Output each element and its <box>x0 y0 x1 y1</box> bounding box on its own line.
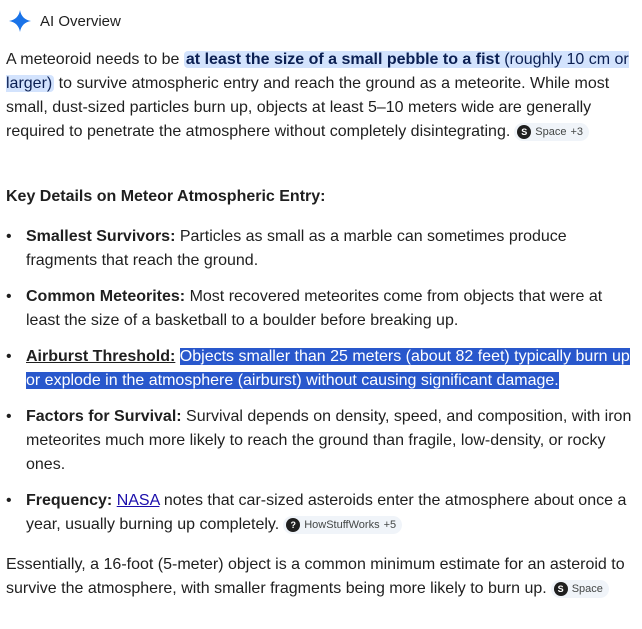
source-chip-space[interactable] <box>514 123 589 141</box>
source-chip-label: Space <box>535 126 567 138</box>
intro-highlight-rest: (roughly 10 cm or larger) <box>6 51 629 92</box>
conclusion-text: Essentially, a 16-foot (5-meter) object is a common minimum estimate for an asteroid to survive the atmosphere, with smaller fragments being more likely to burn up. <box>6 556 625 597</box>
ai-overview-title: AI Overview <box>40 12 121 30</box>
bullet-icon: • <box>6 228 12 245</box>
intro-paragraph <box>6 48 634 144</box>
list-item <box>6 489 634 537</box>
item-term: Smallest Survivors: <box>26 228 176 245</box>
howstuffworks-logo-icon: ? <box>286 518 300 532</box>
item-text: Most recovered meteorites come from objects that were at least the size of a basketball to a boulder before breaking up. <box>26 288 603 329</box>
bullet-icon: • <box>6 348 12 365</box>
source-chip-label: Space <box>571 583 603 595</box>
bullet-icon: • <box>6 492 12 509</box>
ai-overview-header <box>8 9 121 33</box>
conclusion-paragraph <box>6 553 634 601</box>
space-logo-icon: S <box>554 582 568 596</box>
item-term: Airburst Threshold: <box>26 348 176 365</box>
section-heading: Key Details on Meteor Atmospheric Entry: <box>6 188 326 205</box>
item-term: Common Meteorites: <box>26 288 186 305</box>
item-term: Factors for Survival: <box>26 408 182 425</box>
list-item <box>6 405 634 477</box>
item-text: Survival depends on density, speed, and composition, with iron meteorites much more likely to reach the ground than fragile, low-density, or rocky ones. <box>26 408 632 473</box>
list-item <box>6 225 634 273</box>
intro-text-before: A meteoroid needs to be <box>6 51 184 68</box>
list-item <box>6 285 634 333</box>
list-item <box>6 345 634 393</box>
sparkle-icon <box>8 9 32 33</box>
bullet-icon: • <box>6 408 12 425</box>
nasa-link[interactable]: NASA <box>116 492 160 509</box>
item-text: Particles as small as a marble can sometimes produce fragments that reach the ground. <box>26 228 567 269</box>
source-chip-label: HowStuffWorks <box>304 519 380 531</box>
space-logo-icon: S <box>517 125 531 139</box>
source-chip-extra: +5 <box>383 519 397 531</box>
source-chip-extra: +3 <box>570 126 584 138</box>
intro-text-after: to survive atmospheric entry and reach the ground as a meteorite. While most small, dust-sized particles burn up, objects at least 5–10 meters wide are generally required to penetrate the atmosphere without completely disintegrating. <box>6 75 610 140</box>
source-chip-howstuffworks[interactable] <box>283 516 402 534</box>
item-term: Frequency: <box>26 492 113 509</box>
item-text: notes that car-sized asteroids enter the atmosphere about once a year, usually burning up completely. <box>26 492 627 533</box>
intro-highlight-bold: at least the size of a small pebble to a fist <box>185 51 500 68</box>
source-chip-space[interactable] <box>551 580 609 598</box>
selected-text[interactable]: Objects smaller than 25 meters (about 82 feet) typically burn up or explode in the atmosphere (airburst) without causing significant damage. <box>26 348 630 389</box>
bullet-icon: • <box>6 288 12 305</box>
